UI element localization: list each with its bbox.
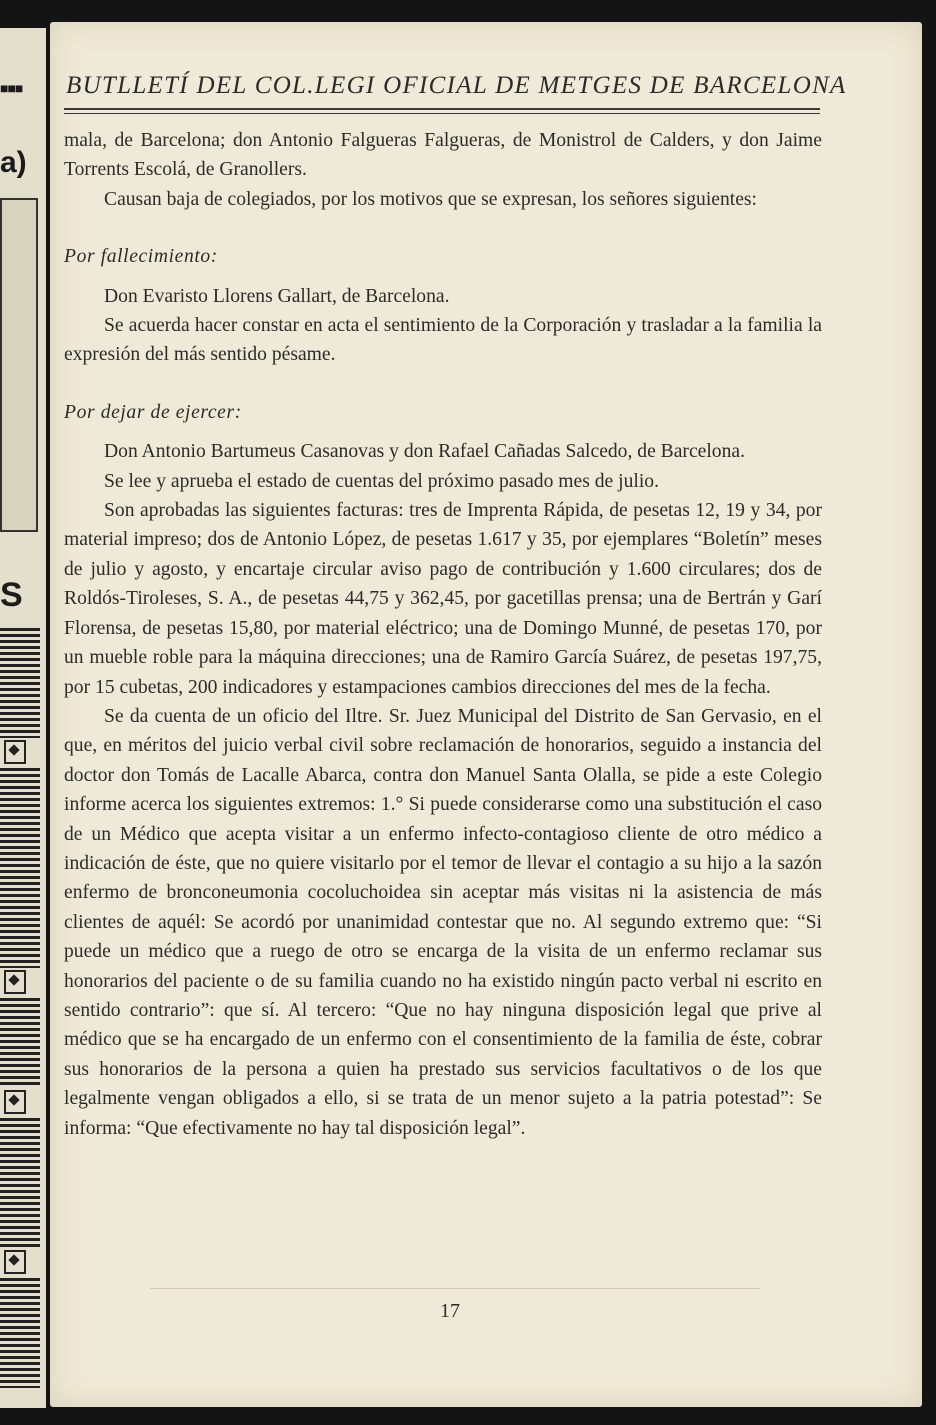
paragraph: mala, de Barcelona; don Antonio Falgueras Falgueras, de Monistrol de Calders, y don Jaime Torrents Escolá, de Granollers.: [64, 130, 822, 181]
left-page-bar-fragment: ■■■: [0, 80, 23, 96]
left-page-fragment-1: a): [0, 146, 27, 179]
paragraph: Se lee y aprueba el estado de cuentas del próximo pasado mes de julio.: [104, 470, 659, 492]
header-rule-thin: [64, 113, 820, 114]
left-page-stripes-2: [0, 768, 40, 968]
body-text: [64, 126, 822, 1143]
paragraph: Don Evaristo Llorens Gallart, de Barcelona.: [104, 285, 450, 307]
left-page-diamond-icon: [4, 1090, 26, 1114]
paragraph: Son aprobadas las siguientes facturas: tres de Imprenta Rápida, de pesetas 12, 19 y 34, por material impreso; dos de Antonio López, de pesetas 1.617 y 35, por ejemplares “Boletín” meses de julio y agosto, y encartaje circular aviso pago de contribución y 1.600 circulares; dos de Roldós-Tiroleses, S. A., de pesetas 44,75 y 362,45, por gacetillas prensa; una de Bertrán y Garí Florensa, de pesetas 15,80, por material eléctrico; una de Domingo Munné, de pesetas 170, por un mueble roble para la máquina direcciones; una de Ramiro García Suárez, de pesetas 197,75, por 15 cubetas, 200 indicadores y estampaciones cambios direcciones del mes de la fecha.: [64, 500, 822, 698]
section-heading: Por fallecimiento:: [64, 246, 218, 268]
footer-ornament: [150, 1244, 760, 1289]
left-page-stripes-1: [0, 628, 40, 738]
left-page-fragment-2: S: [0, 576, 23, 614]
left-page-image-box: [0, 198, 38, 532]
paragraph: Se da cuenta de un oficio del Iltre. Sr. Juez Municipal del Distrito de San Gervasio, en el que, en méritos del juicio verbal civil sobre reclamación de honorarios, seguido a instancia del doctor don Tomás de Lacalle Abarca, contra don Manuel Santa Olalla, se pide a este Colegio informe acerca los siguientes extremos: 1.° Si puede considerarse como una substitución el caso de un Médico que acepta visitar a un enfermo infecto-contagioso cliente de otro médico a indicación de éste, que no quiere visitarlo por el temor de llevar el contagio a su hijo a la sazón enfermo de bronconeumonia cocoluchoidea sin aceptar más visitas ni la asistencia de más clientes de aquél: Se acordó por unanimidad contestar que no. Al segundo extremo que: “Si puede un médico que a ruego de otro se encarga de la visita de un enfermo reclamar sus honorarios del paciente o de su familia cuando no ha existido ningún pacto verbal ni escrito en sentido contrario”: que sí. Al tercero: “Que no hay ninguna disposición legal que prive al médico que se ha encargado de un enfermo con el consentimiento de la familia de éste, cobrar sus honorarios de la persona a quien ha prestado sus servicios facultativos o de los que legalmente vengan obligados a ello, si se trata de un menor sujeto a la patria potestad”: Se informa: “Que efectivamente no hay tal disposición legal”.: [64, 705, 822, 1139]
header-rule: [64, 108, 820, 110]
running-header: BUTLLETÍ DEL COL.LEGI OFICIAL DE METGES DE BARCELONA: [66, 72, 847, 99]
paragraph: Causan baja de colegiados, por los motivos que se expresan, los señores siguientes:: [104, 188, 757, 210]
left-page-stripes-5: [0, 1278, 40, 1388]
paragraph: Don Antonio Bartumeus Casanovas y don Rafael Cañadas Salcedo, de Barcelona.: [104, 441, 745, 463]
document-page: [50, 22, 922, 1407]
adjacent-page-strip: [0, 28, 46, 1408]
section-heading: Por dejar de ejercer:: [64, 401, 242, 423]
left-page-diamond-icon: [4, 970, 26, 994]
left-page-stripes-4: [0, 1118, 40, 1248]
left-page-diamond-icon: [4, 740, 26, 764]
left-page-diamond-icon: [4, 1250, 26, 1274]
left-page-stripes-3: [0, 998, 40, 1088]
paragraph: Se acuerda hacer constar en acta el sentimiento de la Corporación y trasladar a la familia la expresión del más sentido pésame.: [64, 315, 822, 366]
page-number: 17: [440, 1300, 460, 1322]
